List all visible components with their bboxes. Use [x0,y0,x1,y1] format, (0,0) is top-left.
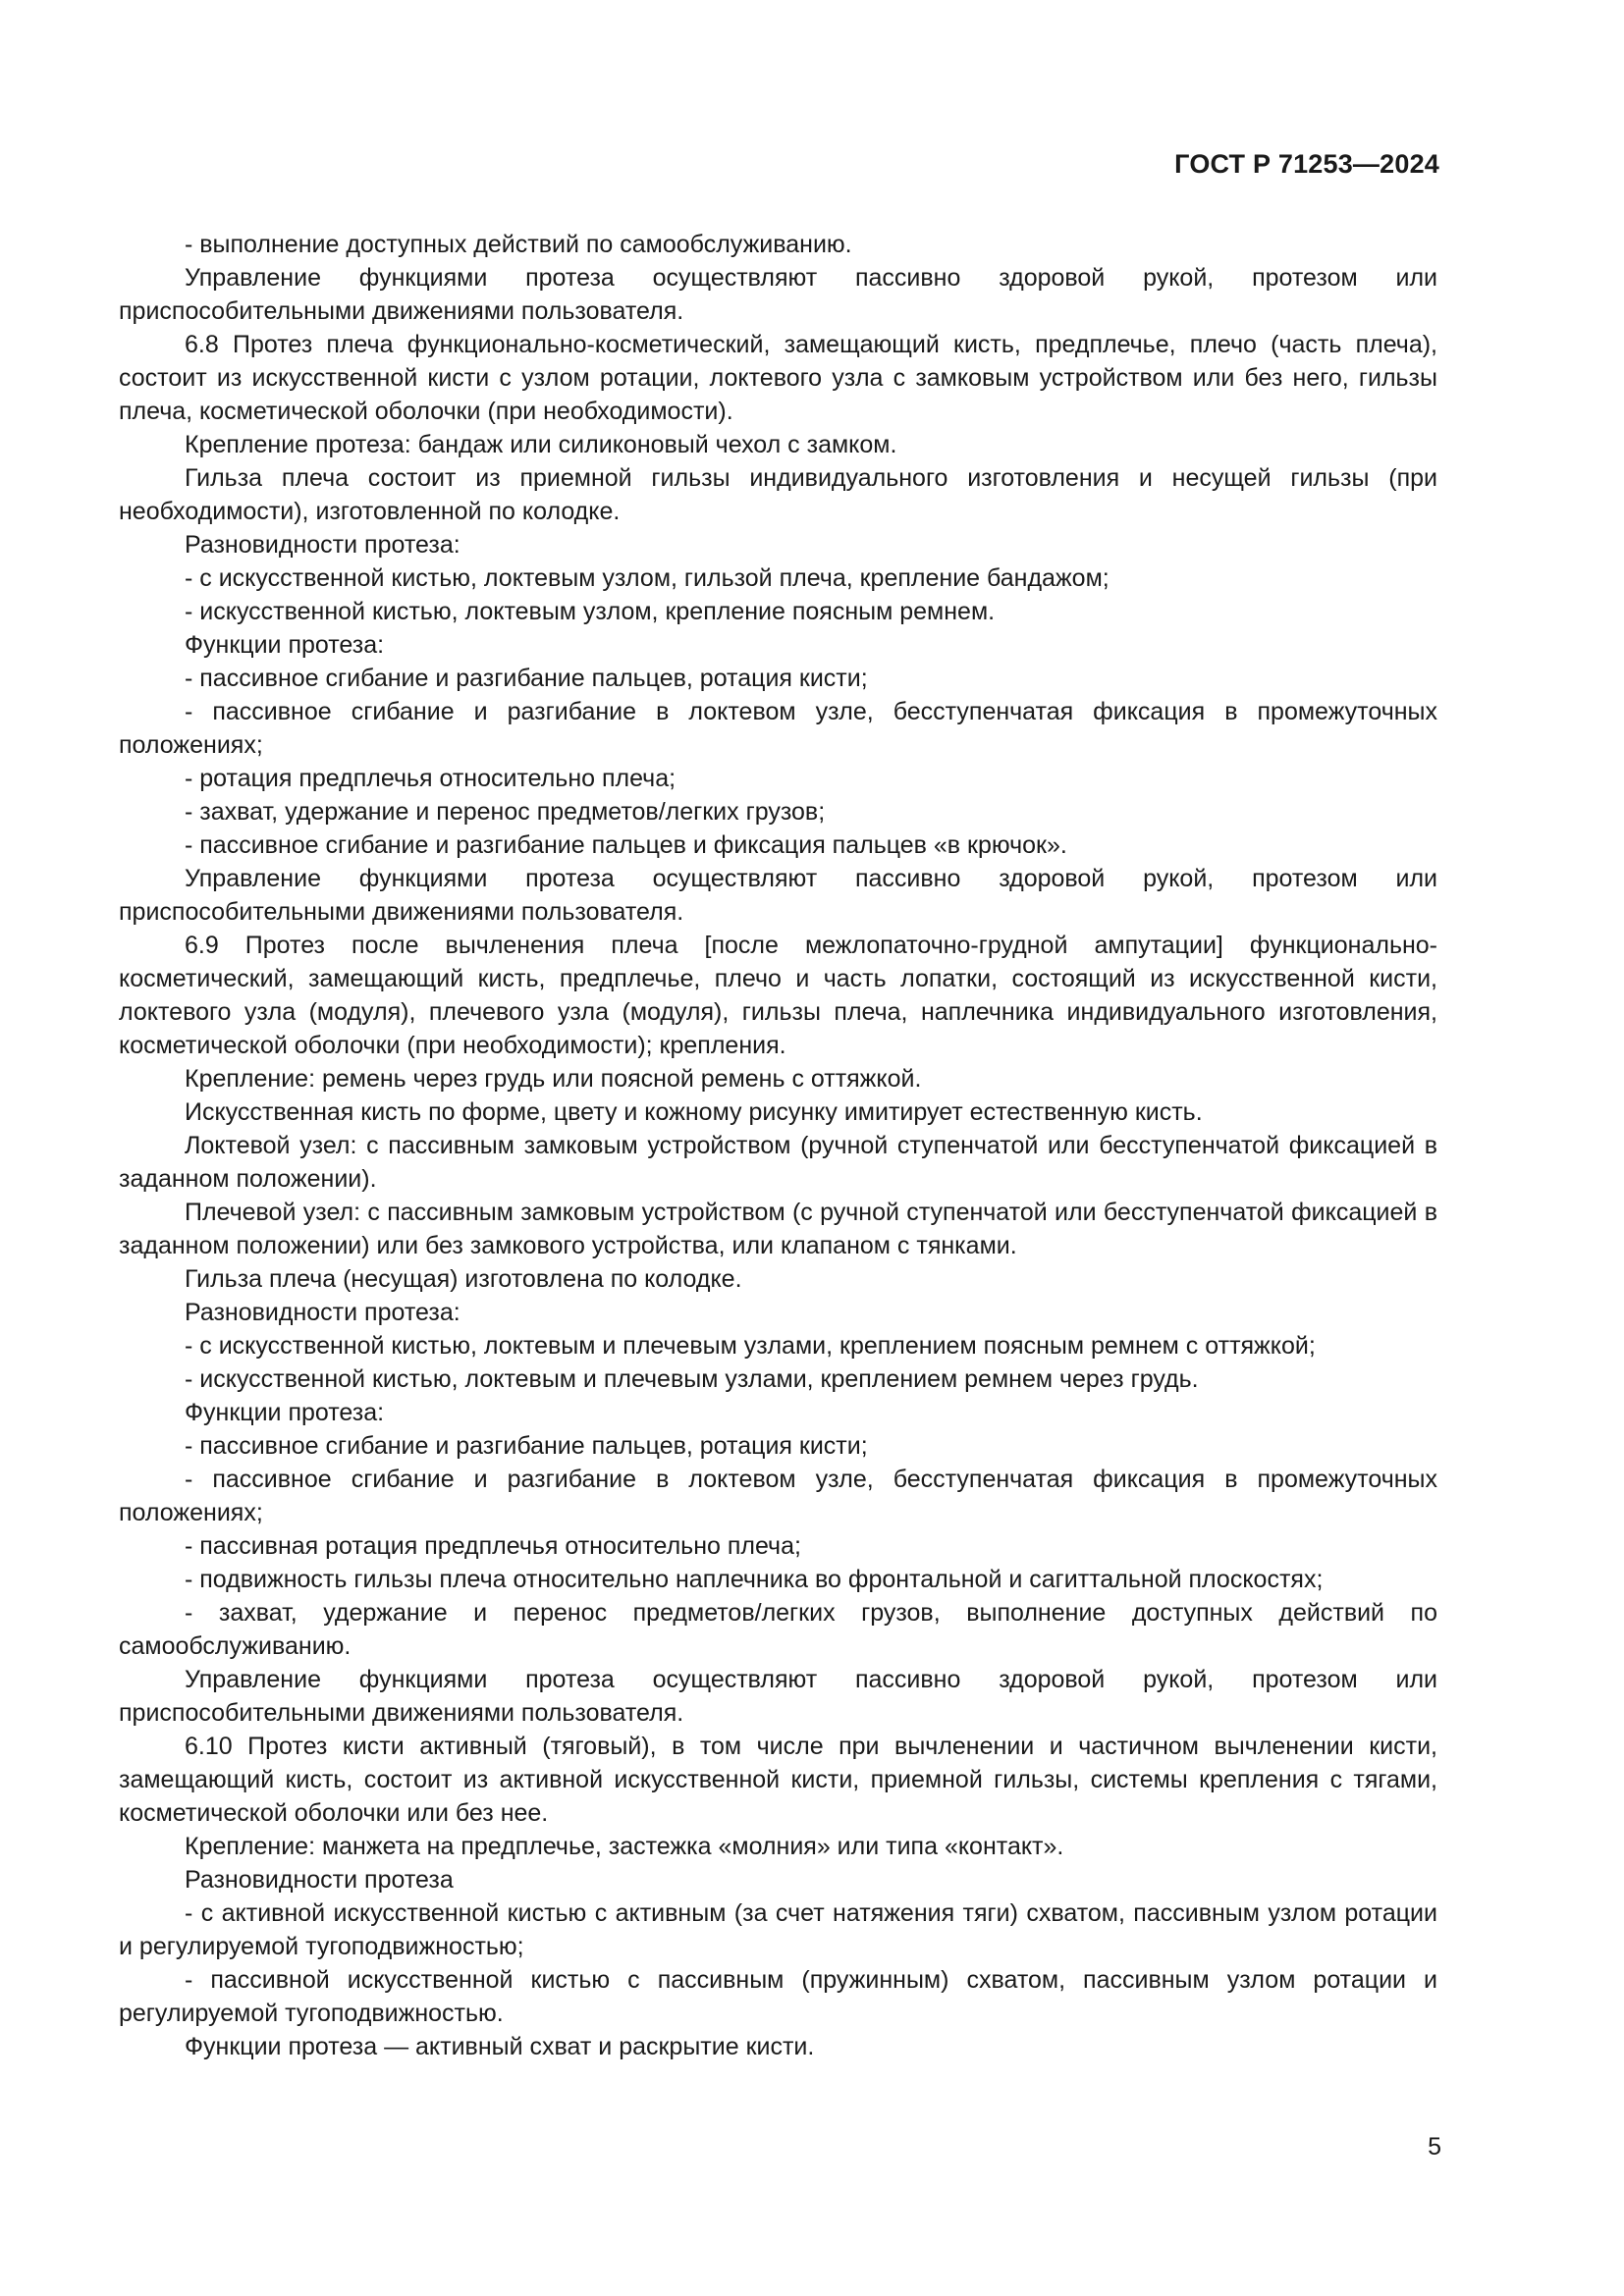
paragraph: Крепление протеза: бандаж или силиконовый чехол с замком. [185,431,897,458]
paragraph: Управление функциями протеза осуществляют пассивно здоровой рукой, протезом или приспособительными движениями пользователя. [119,264,1437,325]
list-item: - с искусственной кистью, локтевым и плечевым узлами, креплением поясным ремнем с оттяжкой; [185,1332,1316,1360]
list-item: - пассивное сгибание и разгибание пальцев и фиксация пальцев «в крючок». [185,831,1067,859]
paragraph: Локтевой узел: с пассивным замковым устройством (ручной ступенчатой или бесступенчатой фиксацией в заданном положении). [119,1132,1437,1193]
list-item: - пассивное сгибание и разгибание пальцев, ротация кисти; [185,665,868,692]
paragraph: 6.10 Протез кисти активный (тяговый), в том числе при вычленении и частичном вычленении кисти, замещающий кисть, состоит из активной искусственной кисти, приемной гильзы, системы крепления с тягами, косметической оболочки или без нее. [119,1733,1437,1827]
paragraph: Плечевой узел: с пассивным замковым устройством (с ручной ступенчатой или бесступенчатой фиксацией в заданном положении) или без замкового устройства, или клапаном с тянками. [119,1199,1437,1259]
list-item: - с искусственной кистью, локтевым узлом, гильзой плеча, крепление бандажом; [185,564,1110,592]
paragraph: Управление функциями протеза осуществляют пассивно здоровой рукой, протезом или приспособительными движениями пользователя. [119,1666,1437,1727]
list-item: - пассивное сгибание и разгибание в локтевом узле, бесступенчатая фиксация в промежуточных положениях; [119,1466,1437,1526]
list-item: - с активной искусственной кистью с активным (за счет натяжения тяги) схватом, пассивным узлом ротации и регулируемой тугоподвижностью; [119,1899,1437,1960]
list-item: - пассивная ротация предплечья относительно плеча; [185,1532,801,1560]
paragraph: Крепление: манжета на предплечье, застежка «молния» или типа «контакт». [185,1833,1064,1860]
paragraph: Управление функциями протеза осуществляют пассивно здоровой рукой, протезом или приспособительными движениями пользователя. [119,865,1437,926]
paragraph: Крепление: ремень через грудь или поясной ремень с оттяжкой. [185,1065,922,1093]
paragraph: Разновидности протеза [185,1866,454,1894]
paragraph: 6.9 Протез после вычленения плеча [после межлопаточно-грудной ампутации] функционально-косметический, замещающий кисть, предплечье, плечо и часть лопатки, состоящий из искусственной кисти, локтевого узла (модуля), плечевого узла (модуля), гильзы плеча, наплечника индивидуального изготовления, косметической оболочки (при необходимости); крепления. [119,932,1437,1059]
paragraph: Гильза плеча состоит из приемной гильзы индивидуального изготовления и несущей гильзы (при необходимости), изготовленной по колодке. [119,464,1437,525]
document-body [119,228,1437,2063]
list-item: - ротация предплечья относительно плеча; [185,765,677,792]
list-item: - искусственной кистью, локтевым и плечевым узлами, креплением ремнем через грудь. [185,1365,1199,1393]
list-item: - пассивное сгибание и разгибание в локтевом узле, бесступенчатая фиксация в промежуточных положениях; [119,698,1437,759]
list-item: - подвижность гильзы плеча относительно наплечника во фронтальной и сагиттальной плоскостях; [185,1566,1324,1593]
document-code-header: ГОСТ Р 71253—2024 [1174,149,1439,179]
paragraph: Искусственная кисть по форме, цвету и кожному рисунку имитирует естественную кисть. [185,1098,1203,1126]
list-item: - искусственной кистью, локтевым узлом, крепление поясным ремнем. [185,598,996,625]
list-item: - пассивной искусственной кистью с пассивным (пружинным) схватом, пассивным узлом ротации и регулируемой тугоподвижностью. [119,1966,1437,2027]
paragraph: Разновидности протеза: [185,1299,460,1326]
paragraph: Функции протеза: [185,631,385,659]
paragraph: Разновидности протеза: [185,531,460,559]
page-number: 5 [1428,2133,1441,2161]
list-item: - захват, удержание и перенос предметов/легких грузов; [185,798,826,826]
paragraph: Гильза плеча (несущая) изготовлена по колодке. [185,1265,742,1293]
paragraph: Функции протеза: [185,1399,385,1426]
list-item: - пассивное сгибание и разгибание пальцев, ротация кисти; [185,1432,868,1460]
paragraph: Функции протеза — активный схват и раскрытие кисти. [185,2033,815,2060]
paragraph: 6.8 Протез плеча функционально-косметический, замещающий кисть, предплечье, плечо (часть плеча), состоит из искусственной кисти с узлом ротации, локтевого узла с замковым устройством или без него, гильзы плеча, косметической оболочки (при необходимости). [119,331,1437,425]
list-item: - захват, удержание и перенос предметов/легких грузов, выполнение доступных действий по самообслуживанию. [119,1599,1437,1660]
paragraph: - выполнение доступных действий по самообслуживанию. [185,231,852,258]
